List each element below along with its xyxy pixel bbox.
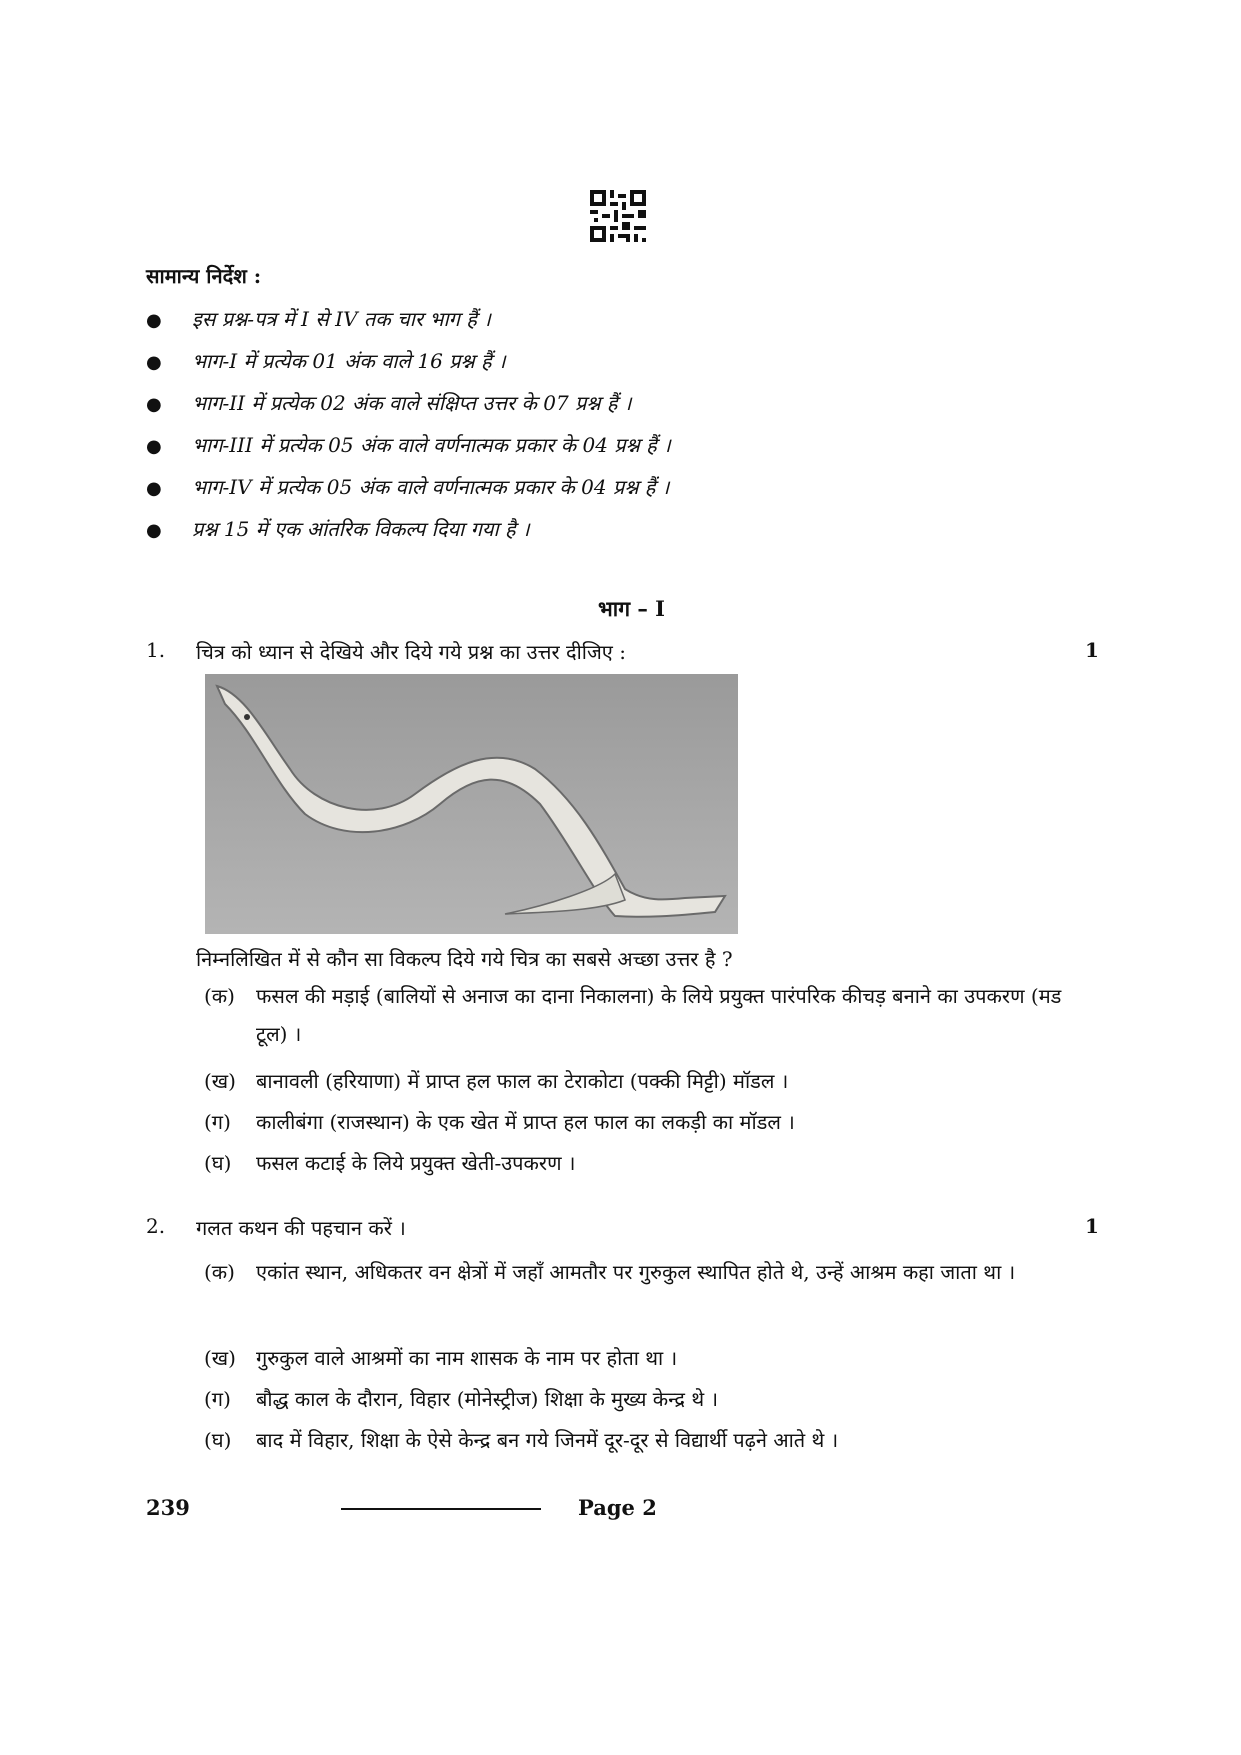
instruction-item: ● भाग-I में प्रत्येक 01 अंक वाले 16 प्रश्न हैं । bbox=[146, 349, 506, 373]
option-item bbox=[204, 1062, 1064, 1100]
footer-divider bbox=[341, 1508, 541, 1510]
instruction-item: ● भाग-IV में प्रत्येक 05 अंक वाले वर्णनात्मक प्रकार के 04 प्रश्न हैं । bbox=[146, 475, 670, 499]
option-label: (ग) bbox=[204, 1110, 231, 1134]
qr-code-image bbox=[590, 190, 646, 242]
instruction-item: ● प्रश्न 15 में एक आंतरिक विकल्प दिया गया है । bbox=[146, 517, 530, 541]
bullet-icon: ● bbox=[146, 436, 162, 457]
option-text: बौद्ध काल के दौरान, विहार (मोनेस्ट्रीज) शिक्षा के मुख्य केन्द्र थे । bbox=[256, 1387, 719, 1411]
bullet-icon: ● bbox=[146, 478, 162, 499]
option-item bbox=[204, 1253, 1064, 1291]
option-text: बानावली (हरियाणा) में प्राप्त हल फाल का टेराकोटा (पक्की मिट्टी) मॉडल । bbox=[256, 1069, 789, 1093]
option-text: फसल की मड़ाई (बालियों से अनाज का दाना निकालना) के लिये प्रयुक्त पारंपरिक कीचड़ बनाने का उपकरण (मड टूल) । bbox=[256, 984, 1062, 1046]
option-label: (घ) bbox=[204, 1151, 232, 1175]
option-item bbox=[204, 1339, 1064, 1377]
option-label: (क) bbox=[204, 984, 235, 1008]
instruction-item: ● भाग-III में प्रत्येक 05 अंक वाले वर्णनात्मक प्रकार के 04 प्रश्न हैं । bbox=[146, 433, 671, 457]
option-item bbox=[204, 1144, 1064, 1182]
option-label: (ख) bbox=[204, 1346, 236, 1370]
question-subtext: निम्नलिखित में से कौन सा विकल्प दिये गये चित्र का सबसे अच्छा उत्तर है ? bbox=[196, 947, 733, 971]
option-text: गुरुकुल वाले आश्रमों का नाम शासक के नाम पर होता था । bbox=[256, 1346, 678, 1370]
option-item bbox=[204, 1380, 1064, 1418]
question-number: 2. bbox=[146, 1214, 166, 1238]
page-number: Page 2 bbox=[578, 1495, 657, 1520]
bullet-icon: ● bbox=[146, 394, 162, 415]
instruction-item: ● इस प्रश्न-पत्र में I से IV तक चार भाग हैं । bbox=[146, 307, 491, 331]
question-marks: 1 bbox=[1085, 1214, 1099, 1238]
bullet-icon: ● bbox=[146, 352, 162, 373]
option-label: (क) bbox=[204, 1260, 235, 1284]
bullet-icon: ● bbox=[146, 520, 162, 541]
plough-model-photo bbox=[205, 674, 738, 934]
option-item bbox=[204, 1421, 1064, 1459]
option-label: (ख) bbox=[204, 1069, 236, 1093]
question-number: 1. bbox=[146, 638, 166, 662]
option-text: फसल कटाई के लिये प्रयुक्त खेती-उपकरण । bbox=[256, 1151, 576, 1175]
instruction-item: ● भाग-II में प्रत्येक 02 अंक वाले संक्षिप्त उत्तर के 07 प्रश्न हैं । bbox=[146, 391, 632, 415]
bullet-icon: ● bbox=[146, 310, 162, 331]
option-text: कालीबंगा (राजस्थान) के एक खेत में प्राप्त हल फाल का लकड़ी का मॉडल । bbox=[256, 1110, 795, 1134]
option-label: (घ) bbox=[204, 1428, 232, 1452]
question-marks: 1 bbox=[1085, 638, 1099, 662]
option-item bbox=[204, 977, 1064, 1053]
section-title: भाग – I bbox=[598, 596, 665, 621]
question-text: गलत कथन की पहचान करें । bbox=[196, 1216, 406, 1240]
general-instructions-heading: सामान्य निर्देश : bbox=[146, 264, 262, 288]
paper-code: 239 bbox=[146, 1495, 190, 1520]
question-text: चित्र को ध्यान से देखिये और दिये गये प्रश्न का उत्तर दीजिए : bbox=[196, 640, 626, 664]
option-label: (ग) bbox=[204, 1387, 231, 1411]
option-item bbox=[204, 1103, 1064, 1141]
option-text: एकांत स्थान, अधिकतर वन क्षेत्रों में जहाँ आमतौर पर गुरुकुल स्थापित होते थे, उन्हें आश्रम कहा जाता था । bbox=[256, 1260, 1016, 1284]
option-text: बाद में विहार, शिक्षा के ऐसे केन्द्र बन गये जिनमें दूर-दूर से विद्यार्थी पढ़ने आते थे । bbox=[256, 1428, 839, 1452]
